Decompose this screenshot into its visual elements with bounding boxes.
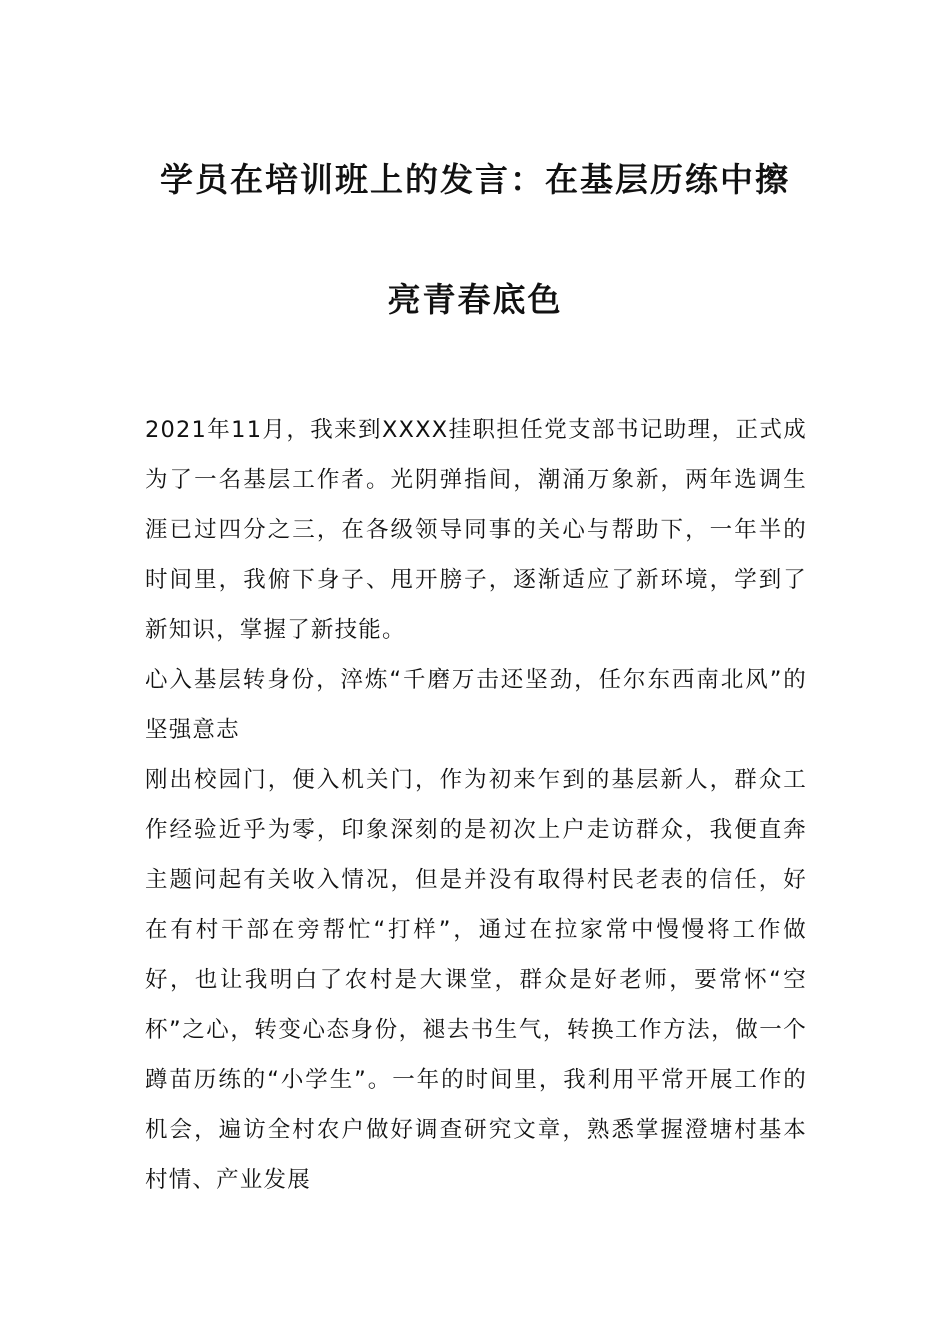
- section-heading: 心入基层转身份，淬炼“千磨万击还坚劲，任尔东西南北风”的坚强意志: [145, 667, 807, 743]
- document-title-line-1: 学员在培训班上的发言：在基层历练中擦: [160, 160, 790, 199]
- paragraph-intro: 2021年11月，我来到XXXX挂职担任党支部书记助理，正式成为了一名基层工作者。光阴弹指间，潮涌万象新，两年选调生涯已过四分之三，在各级领导同事的关心与帮助下，一年半的时间里，我俯下身子、甩开膀子，逐渐适应了新环境，学到了新知识，掌握了新技能。: [145, 417, 807, 643]
- document-body: [145, 405, 807, 1205]
- document-title-line-2: 亮青春底色: [387, 280, 563, 319]
- paragraph-body: 刚出校园门，便入机关门，作为初来乍到的基层新人，群众工作经验近乎为零，印象深刻的是初次上户走访群众，我便直奔主题问起有关收入情况，但是并没有取得村民老表的信任，好在有村干部在旁帮忙“打样”，通过在拉家常中慢慢将工作做好，也让我明白了农村是大课堂，群众是好老师，要常怀“空杯”之心，转变心态身份，褪去书生气，转换工作方法，做一个蹲苗历练的“小学生”。一年的时间里，我利用平常开展工作的机会，遍访全村农户做好调查研究文章，熟悉掌握澄塘村基本村情、产业发展: [145, 767, 807, 1193]
